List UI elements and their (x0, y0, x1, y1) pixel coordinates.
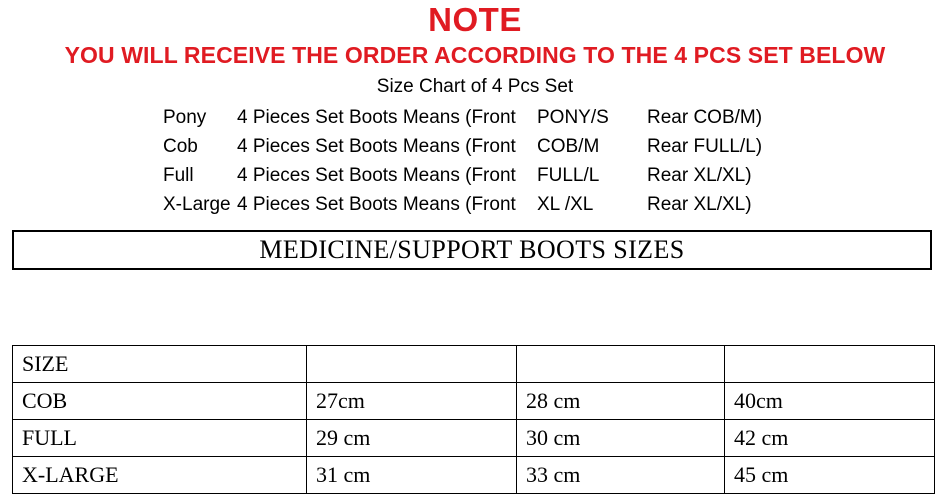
set-row-rear: Rear COB/M) (647, 107, 763, 128)
cell-dim-3: 42 cm (725, 420, 935, 457)
table-row (163, 132, 787, 161)
set-row-size: Pony (163, 107, 207, 128)
note-title: NOTE (428, 1, 522, 38)
set-row-size: Full (163, 165, 194, 186)
cell-dim-1: 29 cm (307, 420, 517, 457)
set-row-size: Cob (163, 136, 198, 157)
cell-dim-2: 30 cm (517, 420, 725, 457)
cell-dim-1: 31 cm (307, 457, 517, 494)
set-row-size: X-Large (163, 194, 231, 215)
table-row (13, 420, 935, 457)
set-row-front: XL /XL (537, 194, 594, 215)
table-row (13, 457, 935, 494)
header-cell-3 (517, 346, 725, 383)
cell-size: COB (13, 383, 307, 420)
cell-dim-2: 33 cm (517, 457, 725, 494)
cell-dim-3: 40cm (725, 383, 935, 420)
note-subtitle: YOU WILL RECEIVE THE ORDER ACCORDING TO THE 4 PCS SET BELOW (64, 42, 886, 68)
set-row-means: 4 Pieces Set Boots Means (Front (237, 107, 516, 128)
cell-dim-2: 28 cm (517, 383, 725, 420)
section-title-box (12, 230, 932, 270)
table-row (163, 190, 787, 219)
set-row-means: 4 Pieces Set Boots Means (Front (237, 136, 516, 157)
set-row-front: PONY/S (537, 107, 609, 128)
set-chart-caption: Size Chart of 4 Pcs Set (376, 76, 574, 97)
four-pcs-set-table (163, 103, 787, 219)
set-row-front: FULL/L (537, 165, 600, 186)
set-row-rear: Rear XL/XL) (647, 194, 752, 215)
header-cell-size: SIZE (13, 346, 307, 383)
table-row (163, 161, 787, 190)
cell-dim-1: 27cm (307, 383, 517, 420)
cell-dim-3: 45 cm (725, 457, 935, 494)
table-row (163, 103, 787, 132)
set-row-rear: Rear XL/XL) (647, 165, 752, 186)
set-row-rear: Rear FULL/L) (647, 136, 763, 157)
section-title: MEDICINE/SUPPORT BOOTS SIZES (259, 235, 685, 264)
table-row (13, 383, 935, 420)
cell-size: X-LARGE (13, 457, 307, 494)
set-row-means: 4 Pieces Set Boots Means (Front (237, 165, 516, 186)
header-cell-4 (725, 346, 935, 383)
set-row-front: COB/M (537, 136, 600, 157)
header-cell-2 (307, 346, 517, 383)
cell-size: FULL (13, 420, 307, 457)
set-row-means: 4 Pieces Set Boots Means (Front (237, 194, 516, 215)
boots-sizes-table (12, 345, 935, 494)
size-chart-document (0, 1, 950, 499)
table-header-row (13, 346, 935, 383)
